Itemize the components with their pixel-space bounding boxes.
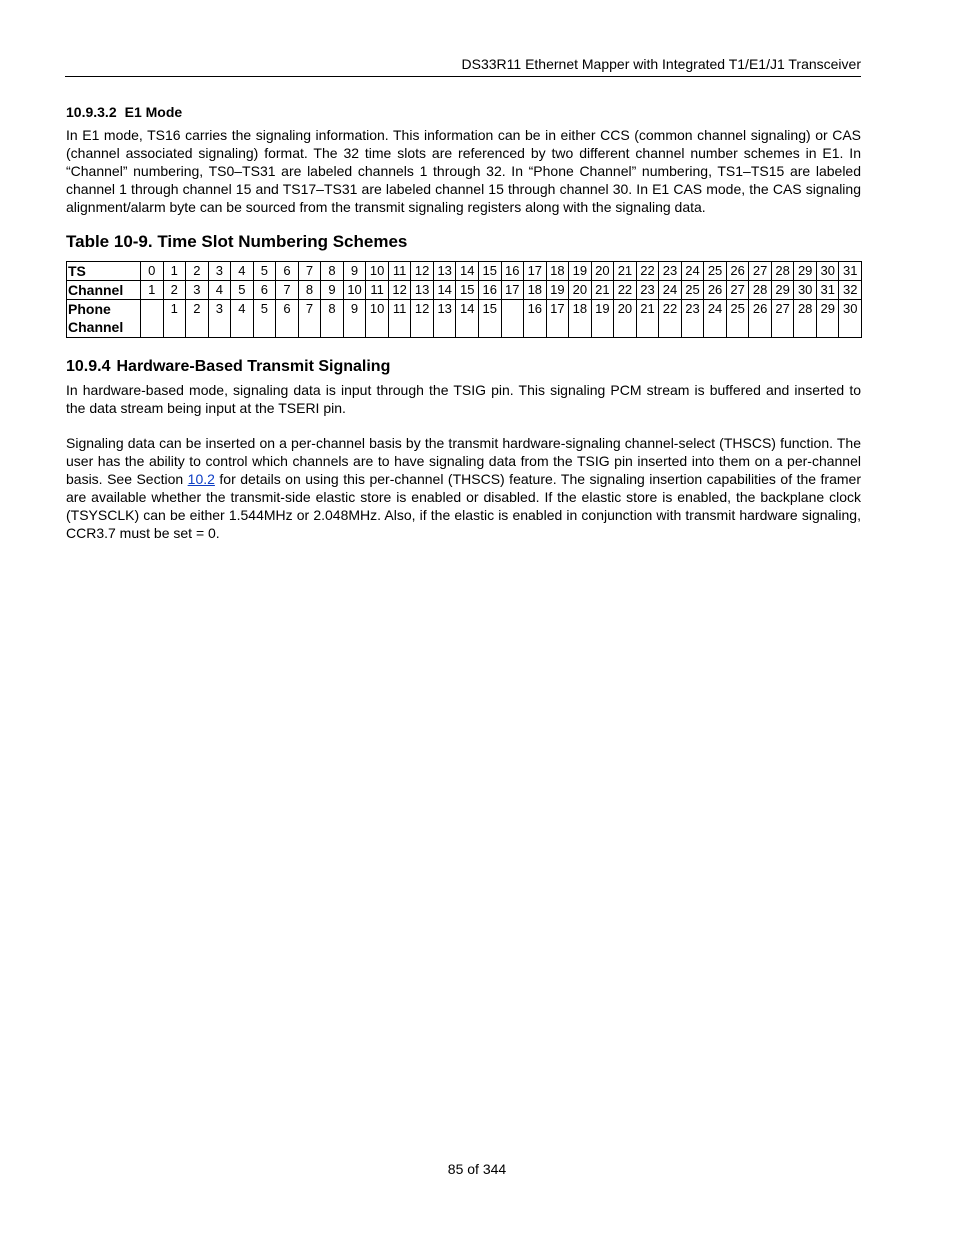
running-header: DS33R11 Ethernet Mapper with Integrated T1/E1/J1 Transceiver bbox=[461, 56, 861, 72]
table-cell: 11 bbox=[366, 281, 389, 300]
table-cell: 23 bbox=[681, 300, 704, 338]
table-cell: 1 bbox=[163, 300, 186, 338]
table-cell: 1 bbox=[163, 262, 186, 281]
table-cell: 12 bbox=[411, 300, 434, 338]
table-cell: 8 bbox=[298, 281, 321, 300]
table-cell: 26 bbox=[726, 262, 749, 281]
table-cell: 16 bbox=[501, 262, 524, 281]
table-cell: 13 bbox=[433, 300, 456, 338]
table-cell: 26 bbox=[749, 300, 772, 338]
table-cell: 19 bbox=[591, 300, 614, 338]
table-cell: 3 bbox=[208, 262, 231, 281]
table-cell: 2 bbox=[186, 262, 209, 281]
table-cell: 20 bbox=[614, 300, 637, 338]
table-cell: 10 bbox=[343, 281, 366, 300]
time-slot-table bbox=[66, 261, 862, 338]
table-cell: 23 bbox=[636, 281, 659, 300]
table-cell: 19 bbox=[569, 262, 592, 281]
header-rule bbox=[65, 76, 861, 77]
table-cell: 4 bbox=[231, 300, 254, 338]
table-cell: 22 bbox=[659, 300, 682, 338]
table-cell: 9 bbox=[343, 262, 366, 281]
table-cell: 12 bbox=[411, 262, 434, 281]
table-cell: 25 bbox=[726, 300, 749, 338]
table-cell: 15 bbox=[478, 300, 501, 338]
hw-signaling-heading bbox=[66, 357, 861, 377]
table-cell: 21 bbox=[614, 262, 637, 281]
table-cell bbox=[501, 300, 524, 338]
e1-mode-number: 10.9.3.2 bbox=[66, 104, 117, 120]
row-label: Phone Channel bbox=[67, 300, 141, 338]
table-cell: 16 bbox=[478, 281, 501, 300]
table-cell: 9 bbox=[321, 281, 344, 300]
table-cell: 26 bbox=[704, 281, 727, 300]
table-cell: 28 bbox=[771, 262, 794, 281]
table-cell: 14 bbox=[433, 281, 456, 300]
table-cell: 24 bbox=[681, 262, 704, 281]
table-cell: 22 bbox=[614, 281, 637, 300]
hw-signaling-title: Hardware-Based Transmit Signaling bbox=[116, 358, 391, 375]
table-cell: 13 bbox=[411, 281, 434, 300]
table-cell: 12 bbox=[388, 281, 411, 300]
e1-mode-paragraph: In E1 mode, TS16 carries the signaling information. This information can be in either CCS (common channel signaling) or CAS (channel associated signaling) format. The 32 time slots are referenced by two different channel number schemes in E1. In “Channel” numbering, TS0–TS31 are labeled channels 1 through 32. In “Phone Channel” numbering, TS1–TS15 are labeled channel 1 through channel 15 and TS17–TS31 are labeled channel 15 through channel 30. In E1 CAS mode, the CAS signaling alignment/alarm byte can be sourced from the transmit signaling registers along with the signaling data. bbox=[66, 127, 861, 215]
table-cell: 11 bbox=[388, 262, 411, 281]
table-cell: 28 bbox=[794, 300, 817, 338]
table-title: Table 10-9. Time Slot Numbering Schemes bbox=[66, 232, 408, 251]
table-cell: 7 bbox=[298, 300, 321, 338]
table-cell: 30 bbox=[794, 281, 817, 300]
table-cell: 8 bbox=[321, 300, 344, 338]
table-cell: 24 bbox=[704, 300, 727, 338]
table-cell: 7 bbox=[276, 281, 299, 300]
page-content bbox=[66, 104, 861, 542]
row-label: TS bbox=[67, 262, 141, 281]
table-row bbox=[67, 300, 862, 338]
table-cell: 27 bbox=[749, 262, 772, 281]
table-cell: 8 bbox=[321, 262, 344, 281]
table-cell: 29 bbox=[816, 300, 839, 338]
table-cell: 20 bbox=[591, 262, 614, 281]
e1-mode-heading bbox=[66, 104, 861, 121]
table-cell: 6 bbox=[253, 281, 276, 300]
table-cell: 27 bbox=[726, 281, 749, 300]
hw-signaling-number: 10.9.4 bbox=[66, 358, 111, 375]
table-cell: 24 bbox=[659, 281, 682, 300]
table-cell bbox=[141, 300, 164, 338]
table-cell: 1 bbox=[141, 281, 164, 300]
table-cell: 20 bbox=[569, 281, 592, 300]
table-cell: 21 bbox=[591, 281, 614, 300]
table-cell: 10 bbox=[366, 300, 389, 338]
hw-signaling-paragraph-2 bbox=[66, 434, 861, 542]
table-cell: 17 bbox=[546, 300, 569, 338]
table-cell: 7 bbox=[298, 262, 321, 281]
page-number: 85 of 344 bbox=[447, 1161, 507, 1177]
table-cell: 18 bbox=[524, 281, 547, 300]
table-cell: 6 bbox=[276, 300, 299, 338]
table-cell: 3 bbox=[186, 281, 209, 300]
table-cell: 4 bbox=[208, 281, 231, 300]
table-row bbox=[67, 262, 862, 281]
table-cell: 13 bbox=[433, 262, 456, 281]
table-cell: 18 bbox=[569, 300, 592, 338]
table-cell: 16 bbox=[524, 300, 547, 338]
table-cell: 29 bbox=[794, 262, 817, 281]
table-cell: 14 bbox=[456, 300, 479, 338]
table-cell: 14 bbox=[456, 262, 479, 281]
table-cell: 18 bbox=[546, 262, 569, 281]
e1-mode-title: E1 Mode bbox=[124, 104, 183, 120]
table-cell: 29 bbox=[771, 281, 794, 300]
table-cell: 22 bbox=[636, 262, 659, 281]
table-cell: 31 bbox=[816, 281, 839, 300]
table-cell: 19 bbox=[546, 281, 569, 300]
paragraph-2-text-b: for details on using this per-channel (THSCS) feature. The signaling insertion capabilities of the framer are available whether the transmit-side elastic store is enabled or disabled. If the elastic store is enabled, the backplane clock (TSYSCLK) can be either 1.544MHz or 2.048MHz. Also, if the elastic is enabled in conjunction with transmit hardware signaling, CCR3.7 must be set = 0. bbox=[66, 471, 861, 541]
table-cell: 25 bbox=[704, 262, 727, 281]
table-cell: 28 bbox=[749, 281, 772, 300]
table-cell: 27 bbox=[771, 300, 794, 338]
table-cell: 30 bbox=[816, 262, 839, 281]
table-cell: 5 bbox=[231, 281, 254, 300]
table-cell: 2 bbox=[163, 281, 186, 300]
paragraph-2-text-a: Signaling data can be inserted on a per-channel basis by the transmit hardware-signaling channel-select (THSCS) function. The user has the ability to control which channels are to have signaling data from the TSIG pin inserted into them on a per-channel basis. See Section bbox=[66, 435, 861, 487]
table-cell: 30 bbox=[839, 300, 862, 338]
row-label: Channel bbox=[67, 281, 141, 300]
table-cell: 17 bbox=[501, 281, 524, 300]
section-10-2-link[interactable]: 10.2 bbox=[187, 471, 215, 487]
table-cell: 6 bbox=[276, 262, 299, 281]
table-cell: 23 bbox=[659, 262, 682, 281]
table-cell: 4 bbox=[231, 262, 254, 281]
table-cell: 31 bbox=[839, 262, 862, 281]
table-cell: 3 bbox=[208, 300, 231, 338]
table-row bbox=[67, 281, 862, 300]
table-cell: 11 bbox=[388, 300, 411, 338]
table-cell: 9 bbox=[343, 300, 366, 338]
table-cell: 25 bbox=[681, 281, 704, 300]
table-cell: 5 bbox=[253, 300, 276, 338]
table-cell: 0 bbox=[141, 262, 164, 281]
table-cell: 15 bbox=[478, 262, 501, 281]
hw-signaling-paragraph-1: In hardware-based mode, signaling data is input through the TSIG pin. This signaling PCM stream is buffered and inserted to the data stream being input at the TSERI pin. bbox=[66, 382, 861, 416]
table-cell: 32 bbox=[839, 281, 862, 300]
table-cell: 17 bbox=[524, 262, 547, 281]
table-cell: 21 bbox=[636, 300, 659, 338]
table-cell: 5 bbox=[253, 262, 276, 281]
table-cell: 15 bbox=[456, 281, 479, 300]
table-cell: 2 bbox=[186, 300, 209, 338]
table-cell: 10 bbox=[366, 262, 389, 281]
